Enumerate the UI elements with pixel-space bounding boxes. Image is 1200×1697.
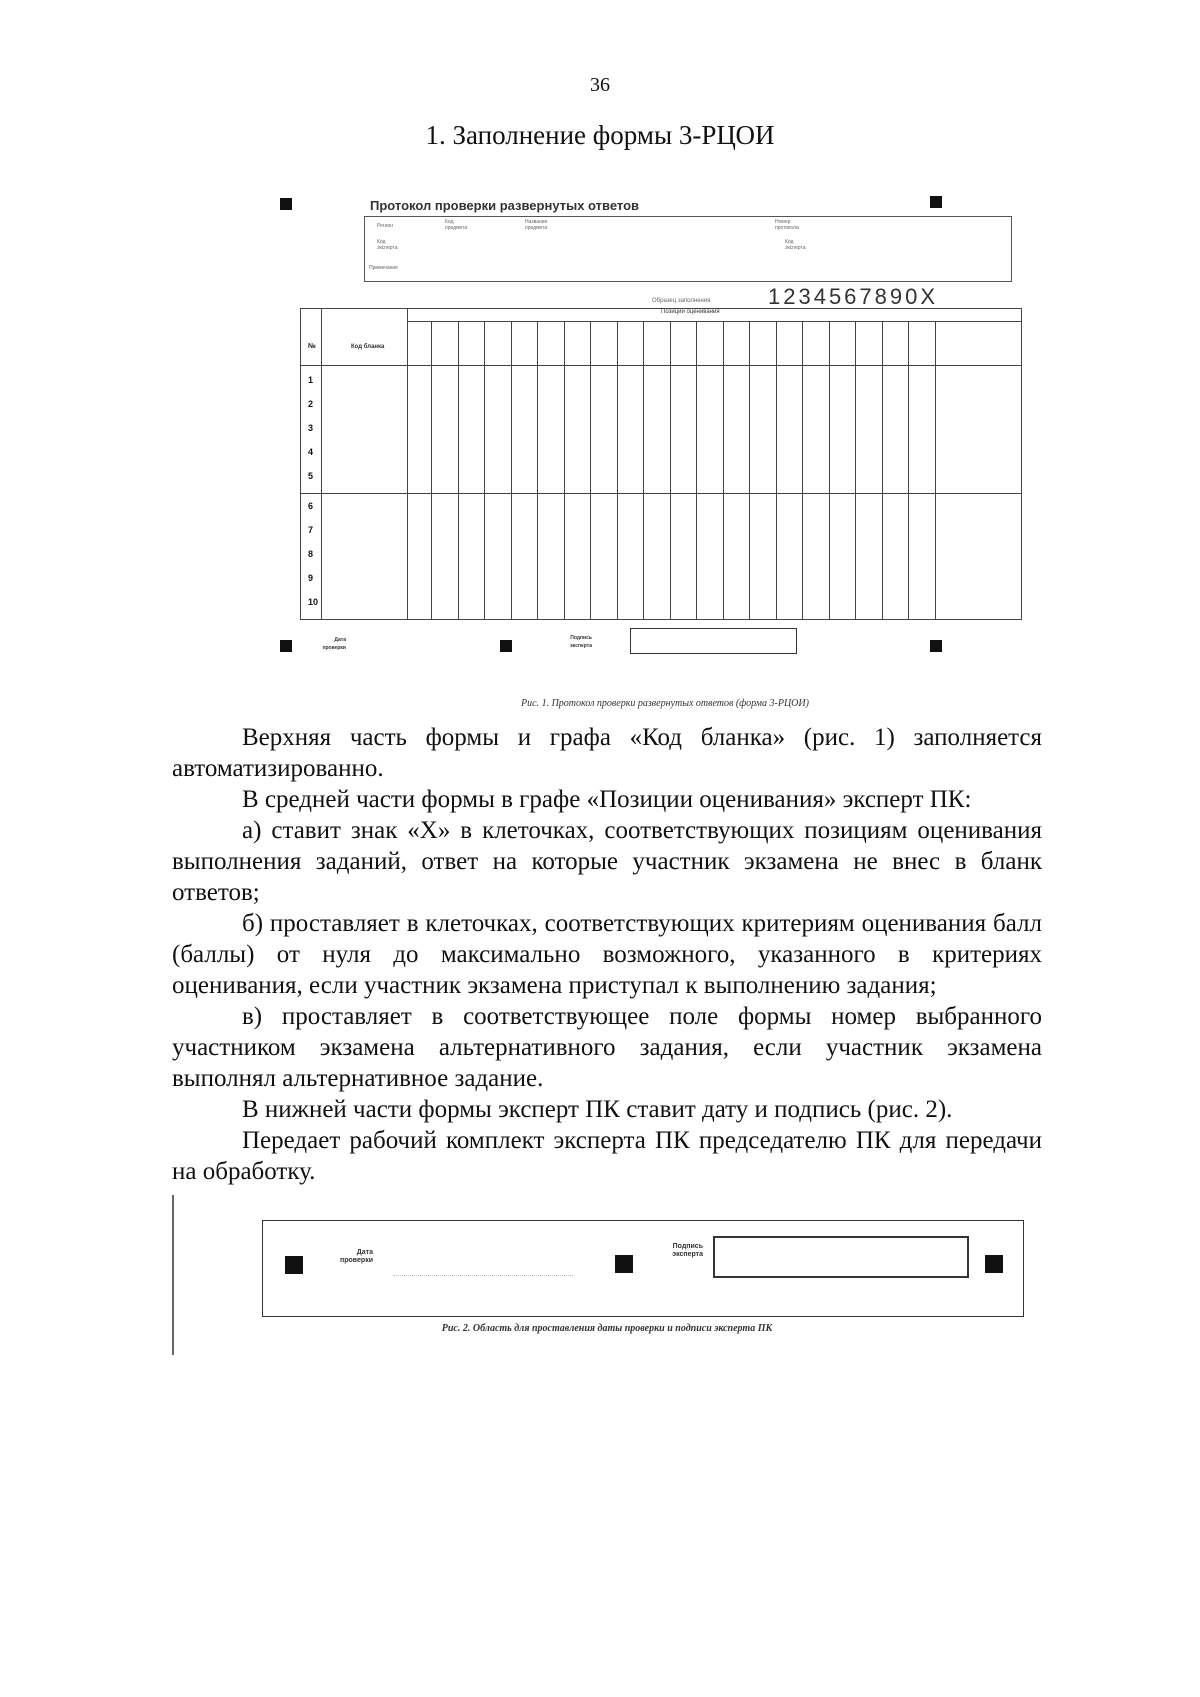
grid-line [301, 365, 1021, 366]
marker-square [285, 1256, 303, 1274]
positions-grid [300, 308, 1022, 620]
signature-box[interactable] [630, 628, 797, 654]
paragraph: б) проставляет в клеточках, соответствующих критериям оценивания балл (баллы) от нуля до максимально возможного, указанного в критериях оценивания, если участник экзамена приступал к выполнению задания; [172, 910, 1042, 999]
grid-line [321, 309, 322, 619]
column-blank-code-header: Код бланка [351, 344, 385, 350]
body-text [172, 722, 1042, 1187]
paragraph: а) ставит знак «Х» в клеточках, соответствующих позициям оценивания выполнения заданий, ответ на которые участник экзамена не внес в бланк ответов; [172, 817, 1042, 906]
row-number: 10 [308, 597, 319, 607]
grid-line [407, 321, 1021, 322]
paragraph: в) проставляет в соответствующее поле формы номер выбранного участником экзамена альтернативного задания, если участник экзамена выполнял альтернативное задание. [172, 1003, 1042, 1092]
sample-label: Образец заполнения [652, 298, 711, 304]
date-label: Дата проверки [322, 637, 346, 651]
marker-square [500, 640, 512, 652]
date-signature-area [300, 628, 1030, 658]
row-number: 9 [308, 573, 314, 583]
row-number: 2 [308, 399, 314, 409]
section-title: 1. Заполнение формы 3-РЦОИ [425, 120, 775, 150]
paragraph: Верхняя часть формы и графа «Код бланка» (рис. 1) заполняется автоматизированно. [172, 724, 1042, 782]
marker-square [280, 640, 292, 652]
signature-label: Подпись эксперта [672, 1243, 703, 1258]
figure-1 [300, 198, 1030, 718]
page-number: 36 [590, 74, 610, 96]
subject-code-label: Код предмета [445, 219, 468, 231]
figure-2-caption: Рис. 2. Область для проставления даты проверки и подписи эксперта ПК [441, 1323, 773, 1334]
figure-1-caption: Рис. 1. Протокол проверки развернутых ответов (форма 3-РЦОИ) [521, 698, 809, 709]
row-number: 7 [308, 525, 314, 535]
paragraph: В средней части формы в графе «Позиции оценивания» эксперт ПК: [242, 786, 972, 813]
row-number: 8 [308, 549, 314, 559]
paragraph: В нижней части формы эксперт ПК ставит дату и подпись (рис. 2). [242, 1096, 953, 1123]
region-label: Регион [377, 223, 394, 229]
date-label: Дата проверки [340, 1249, 373, 1264]
expert-code-label: Код эксперта [377, 239, 398, 251]
subject-name-label: Название предмета [525, 219, 548, 231]
grid-line [407, 309, 408, 619]
protocol-title: Протокол проверки развернутых ответов [370, 198, 640, 213]
marker-square [615, 1255, 633, 1273]
marker-square [930, 640, 942, 652]
date-field[interactable] [393, 1255, 573, 1276]
signature-box[interactable] [713, 1236, 969, 1278]
sample-digits: 1234567890X [768, 284, 939, 309]
figure-2 [172, 1195, 1042, 1355]
note-label: Примечание [369, 265, 398, 271]
column-positions-header: Позиции оценивания [661, 309, 720, 315]
signature-label: Подпись эксперта [570, 635, 592, 649]
marker-square [985, 1255, 1003, 1273]
marker-square [930, 196, 942, 208]
date-signature-box [262, 1220, 1024, 1317]
expert-code-right-label: Код эксперта [785, 239, 806, 251]
row-number: 6 [308, 501, 314, 511]
protocol-number-label: Номер протокола [775, 219, 799, 231]
header-box [364, 216, 1012, 282]
row-number: 1 [308, 375, 314, 385]
column-number-header: № [308, 343, 316, 350]
marker-square [280, 198, 292, 210]
grid-line [301, 493, 1021, 494]
row-number: 5 [308, 471, 314, 481]
row-number: 3 [308, 423, 314, 433]
paragraph: Передает рабочий комплект эксперта ПК председателю ПК для передачи на обработку. [172, 1127, 1042, 1185]
row-number: 4 [308, 447, 314, 457]
